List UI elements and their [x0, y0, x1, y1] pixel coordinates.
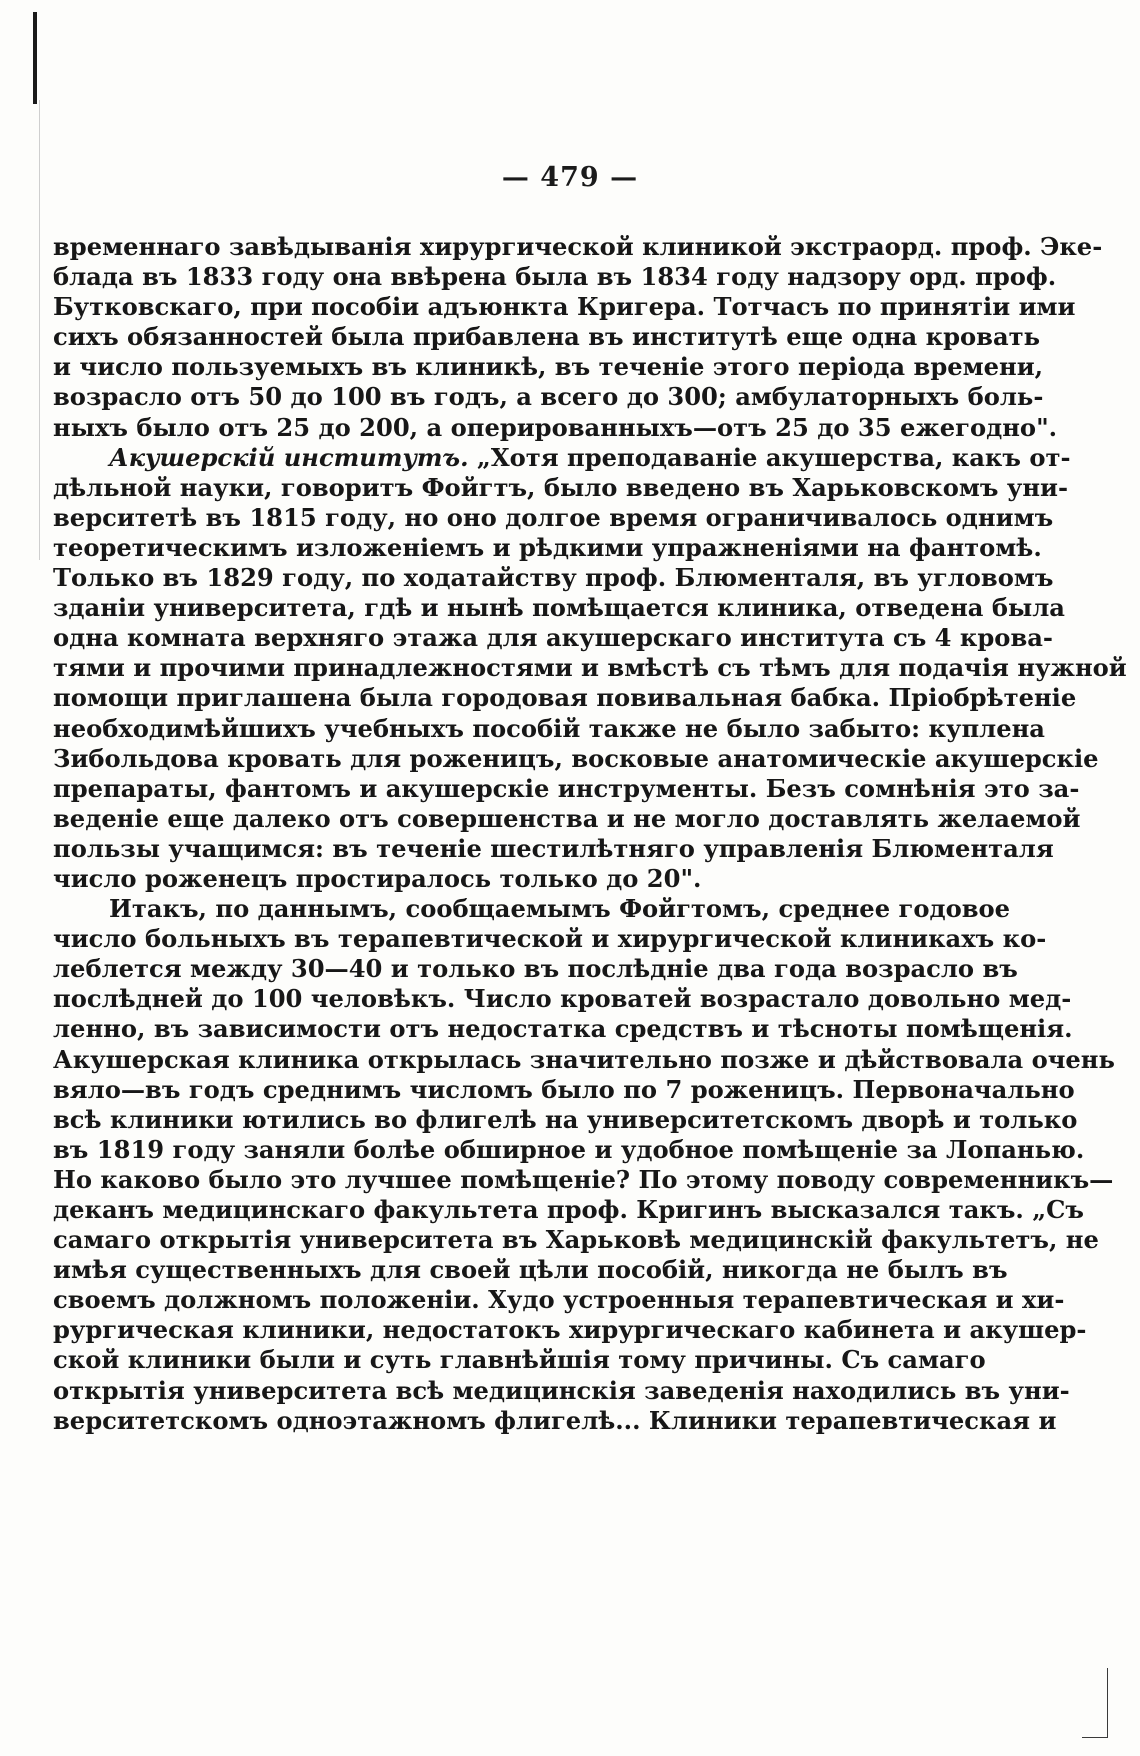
text-line: временнаго завѣдыванія хирургической клиникой экстраорд. проф. Эке-	[53, 232, 1103, 261]
text-line: число больныхъ въ терапевтической и хирургической клиникахъ ко-	[53, 924, 1047, 954]
text-line: въ 1819 году заняли болѣе обширное и удобное помѣщеніе за Лопанью.	[53, 1134, 1085, 1164]
text-line: ныхъ было отъ 25 до 200, а оперированныхъ—отъ 25 до 35 ежегодно".	[53, 412, 1058, 442]
text-line: открытія университета всѣ медицинскія заведенія находились въ уни-	[53, 1375, 1070, 1405]
text-line: Только въ 1829 году, по ходатайству проф. Блюменталя, въ угловомъ	[53, 563, 1054, 593]
text-line: всѣ клиники ютились во флигелѣ на университетскомъ дворѣ и только	[53, 1104, 1078, 1134]
text-line: „Хотя преподаваніе акушерства, какъ от-	[468, 442, 1071, 472]
text-line: деканъ медицинскаго факультета проф. Кригинъ высказался такъ. „Съ	[53, 1195, 1084, 1224]
text-line: блада въ 1833 году она ввѣрена была въ 1834 году надзору орд. проф.	[53, 262, 1057, 292]
text-line: Итакъ, по даннымъ, сообщаемымъ Фойгтомъ, среднее годовое	[109, 894, 1011, 924]
text-line: зданіи университета, гдѣ и нынѣ помѣщается клиника, отведена была	[53, 593, 1065, 623]
page-number: — 479 —	[501, 162, 639, 193]
text-line: возрасло отъ 50 до 100 въ годъ, а всего до 300; амбулаторныхъ боль-	[53, 382, 1044, 412]
text-line: Акушерская клиника открылась значительно позже и дѣйствовала очень	[53, 1044, 1115, 1074]
text-line: дѣльной науки, говоритъ Фойгтъ, было введено въ Харьковскомъ уни-	[53, 472, 1069, 502]
text-line: необходимѣйшихъ учебныхъ пособій также не было забыто: куплена	[53, 713, 1045, 743]
text-line: препараты, фантомъ и акушерскіе инструменты. Безъ сомнѣнія это за-	[53, 773, 1080, 803]
text-line: веденіе еще далеко отъ совершенства и не могло доставлять желаемой	[53, 803, 1081, 833]
body-text	[53, 232, 1127, 1436]
text-line: вяло—въ годъ среднимъ числомъ было по 7 роженицъ. Первоначально	[53, 1074, 1075, 1104]
text-line: послѣдней до 100 человѣкъ. Число кроватей возрастало довольно мед-	[53, 984, 1072, 1014]
text-line: тями и прочими принадлежностями и вмѣстѣ съ тѣмъ для подачія нужной	[53, 653, 1127, 683]
text-line: теоретическимъ изложеніемъ и рѣдкими упражненіями на фантомѣ.	[53, 532, 1042, 562]
text-line: верситетскомъ одноэтажномъ флигелѣ... Клиники терапевтическая и	[53, 1405, 1057, 1435]
text-line: число роженецъ простиралось только до 20".	[53, 863, 702, 893]
section-heading: Акушерскій институтъ.	[109, 442, 469, 472]
text-line: одна комната верхняго этажа для акушерскаго института съ 4 крова-	[53, 623, 1053, 653]
text-line: сихъ обязанностей была прибавлена въ институтѣ еще одна кровать	[53, 322, 1041, 352]
text-line: и число пользуемыхъ въ клиникѣ, въ теченіе этого періода времени,	[53, 352, 1044, 382]
section-heading-line	[53, 442, 1071, 473]
text-line: ленно, въ зависимости отъ недостатка средствъ и тѣсноты помѣщенія.	[53, 1014, 1073, 1044]
text-line: помощи приглашена была городовая повивальная бабка. Пріобрѣтеніе	[53, 683, 1077, 713]
text-line: леблется между 30—40 и только въ послѣдніе два года возрасло въ	[53, 954, 1018, 984]
text-line: ской клиники были и суть главнѣйшія тому причины. Съ самаго	[53, 1345, 986, 1375]
scan-corner-foot	[1082, 1737, 1108, 1738]
text-line: Зибольдова кровать для роженицъ, восковые анатомическіе акушерскіе	[53, 743, 1099, 773]
text-line: Но каково было это лучшее помѣщеніе? По этому поводу современникъ—	[53, 1164, 1114, 1194]
text-line: пользы учащимся: въ теченіе шестилѣтняго управленія Блюменталя	[53, 833, 1054, 863]
scan-corner-mark	[1107, 1668, 1108, 1738]
text-line: верситетѣ въ 1815 году, но оно долгое время ограничивалось однимъ	[53, 502, 1054, 532]
text-line: своемъ должномъ положеніи. Худо устроенныя терапевтическая и хи-	[53, 1285, 1065, 1315]
text-line: имѣя существенныхъ для своей цѣли пособій, никогда не былъ въ	[53, 1255, 1008, 1285]
text-line: самаго открытія университета въ Харьковѣ медицинскій факультетъ, не	[53, 1225, 1099, 1255]
text-line: рургическая клиники, недостатокъ хирургическаго кабинета и акушер-	[53, 1315, 1087, 1345]
scan-edge-mark	[33, 12, 37, 104]
text-line: Бутковскаго, при пособіи адъюнкта Кригера. Тотчасъ по принятіи ими	[53, 292, 1076, 322]
